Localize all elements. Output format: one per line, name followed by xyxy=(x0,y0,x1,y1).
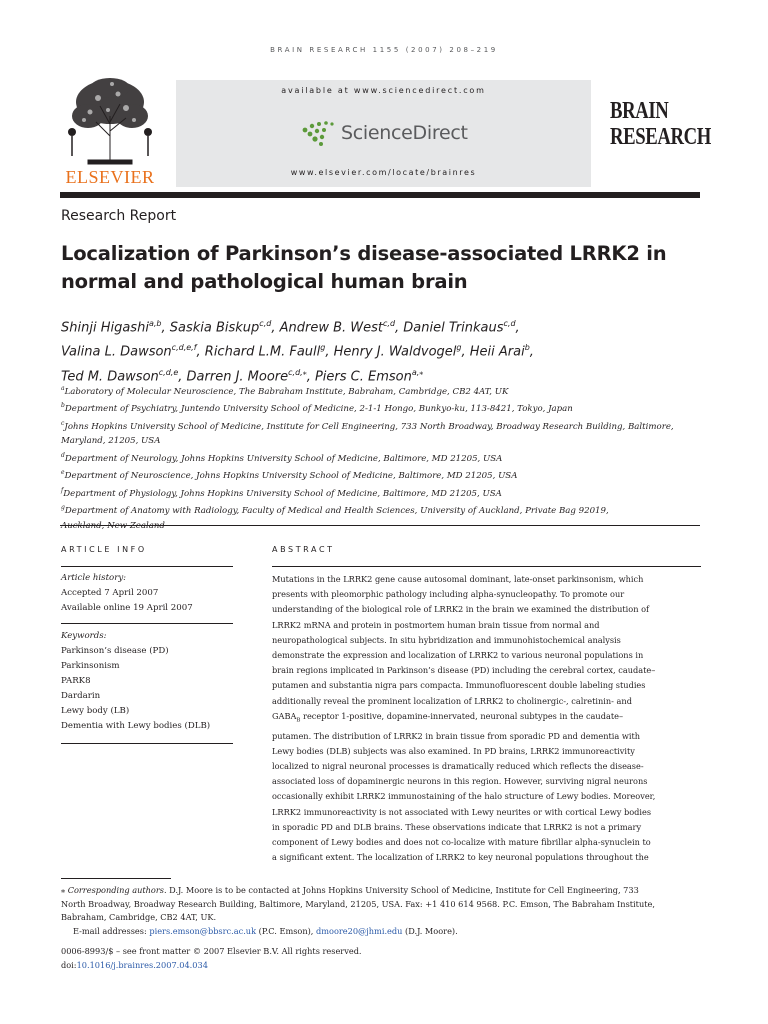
abstract-heading: ABSTRACT xyxy=(272,545,335,554)
author-name: Richard L.M. Faull xyxy=(204,344,321,360)
affiliation-text: Department of Neurology, Johns Hopkins University School of Medicine, Baltimore, MD 21205, USA xyxy=(64,453,503,464)
author-sup: c,d,e,f xyxy=(171,343,197,353)
keyword-item: PARK8 xyxy=(61,676,91,686)
header-rule xyxy=(60,192,700,198)
keywords-rule xyxy=(61,623,233,624)
footnote-rule xyxy=(61,878,171,879)
journal-title-line1: BRAIN xyxy=(610,98,669,124)
corresponding-author-footnote xyxy=(61,884,706,938)
issn-copyright: 0006-8993/$ – see front matter © 2007 Elsevier B.V. All rights reserved. xyxy=(61,946,362,956)
abstract-line: Lewy bodies (DLB) subjects was also examined. In PD brains, LRRK2 immunoreactivity xyxy=(272,745,635,756)
affiliation-mark: d xyxy=(61,451,65,459)
affiliation-mark: f xyxy=(61,486,64,494)
affiliation-item xyxy=(61,449,711,466)
affiliation-mark: a xyxy=(61,385,65,392)
abstract-line: associated loss of dopaminergic neurons in this region. However, surviving nigral neurons xyxy=(272,776,648,787)
journal-citation: BRAIN RESEARCH 1155 (2007) 208–219 xyxy=(270,46,498,54)
author-line xyxy=(61,314,701,338)
author-sup: a,b xyxy=(148,319,162,328)
sciencedirect-logo xyxy=(301,118,468,148)
abstract-text xyxy=(272,572,701,866)
author-separator: , xyxy=(325,344,334,360)
available-at-text[interactable]: available at www.sciencedirect.com xyxy=(281,86,486,95)
keywords-label: Keywords: xyxy=(61,631,107,641)
abstract-line: demonstrate the expression and localization of LRRK2 to various neuronal populations in xyxy=(272,650,644,661)
affiliation-text: Department of Anatomy with Radiology, Faculty of Medical and Health Sciences, University of Auckland, Private Bag 92019, xyxy=(64,506,609,517)
affiliation-mark: g xyxy=(61,504,65,512)
abstract-rule xyxy=(272,566,701,567)
gaba-rest-text: receptor 1-positive, dopamine-innervated, neuronal subtypes in the caudate– xyxy=(300,710,624,721)
author-sup: c,d xyxy=(383,319,396,328)
affiliation-mark: e xyxy=(61,469,65,477)
journal-title xyxy=(610,98,711,150)
affiliation-text: Department of Physiology, Johns Hopkins University School of Medicine, Baltimore, MD 21205, USA xyxy=(63,488,502,499)
author-name: Piers C. Emson xyxy=(314,368,412,384)
footnote-line: North Broadway, Broadway Research Building, Baltimore, Maryland, 21205, USA. Fax: +1 410 614 9568. P.C. Emson, The Babraham Institute, xyxy=(61,898,655,909)
author-sup: c,d,e xyxy=(158,367,179,377)
abstract-line: brain regions implicated in Parkinson’s disease (PD) including the cerebral cortex, caudate– xyxy=(272,665,656,676)
abstract-line: putamen and substantia nigra pars compacta. Immunofluorescent double labeling studies xyxy=(272,680,646,691)
affiliations xyxy=(61,382,711,533)
affiliation-continuation xyxy=(61,519,711,534)
email-label: E-mail addresses: xyxy=(73,925,150,936)
author-name: Ted M. Dawson xyxy=(61,368,159,384)
abstract-line: neuropathological subjects. In situ hybridization and immunohistochemical analysis xyxy=(272,634,621,645)
email-owner: (P.C. Emson), xyxy=(256,925,317,936)
affiliation-item xyxy=(61,466,711,483)
abstract-line: putamen. The distribution of LRRK2 in brain tissue from sporadic PD and dementia with xyxy=(272,730,641,741)
author-sup: c,d xyxy=(259,319,272,328)
sciencedirect-wordmark: ScienceDirect xyxy=(341,122,468,144)
keyword-item: Lewy body (LB) xyxy=(61,706,130,716)
gaba-text: GABA xyxy=(272,710,297,721)
footnote-line: Babraham, Cambridge, CB2 4AT, UK. xyxy=(61,912,217,922)
footnote-star: ⁎ xyxy=(61,885,66,895)
keywords-bottom-rule xyxy=(61,743,233,744)
abstract-line: a significant extent. The localization of LRRK2 to key neuronal populations throughout the xyxy=(272,852,649,863)
author-separator: , xyxy=(306,368,315,384)
author-name: Saskia Biskup xyxy=(169,320,260,336)
copyright-block xyxy=(61,944,362,972)
affiliation-text: Department of Psychiatry, Juntendo University School of Medicine, 2-1-1 Hongo, Bunkyo-ku, 113-8421, Tokyo, Japan xyxy=(64,404,573,415)
footnote-label: Corresponding authors. xyxy=(67,885,167,895)
affiliation-item xyxy=(61,484,711,501)
affiliation-mark: c xyxy=(61,419,65,427)
email-line xyxy=(61,925,706,939)
author-sup: g xyxy=(456,343,462,353)
title-line: Localization of Parkinson’s disease-associated LRRK2 in xyxy=(61,242,667,265)
available-online-date: Available online 19 April 2007 xyxy=(61,603,193,613)
abstract-line: in sporadic PD and DLB brains. These observations indicate that LRRK2 is not a primary xyxy=(272,821,642,832)
history-label: Article history: xyxy=(61,573,127,583)
abstract-line: understanding of the biological role of LRRK2 in the brain we examined the distribution of xyxy=(272,604,650,615)
journal-title-line2: RESEARCH xyxy=(610,124,711,150)
author-name: Heii Arai xyxy=(469,344,525,360)
keyword-item: Parkinson’s disease (PD) xyxy=(61,646,169,656)
author-name: Shinji Higashi xyxy=(61,320,149,336)
email-link-moore[interactable]: dmoore20@jhmi.edu xyxy=(316,925,403,936)
affiliation-item xyxy=(61,501,711,518)
affiliation-text: Johns Hopkins University School of Medicine, Institute for Cell Engineering, 733 North Broadway, Broadway Research Building, Baltimore, xyxy=(64,421,674,432)
email-owner: (D.J. Moore). xyxy=(402,925,458,936)
author-separator: , xyxy=(461,344,470,360)
keyword-item: Parkinsonism xyxy=(61,661,120,671)
article-info-heading: ARTICLE INFO xyxy=(61,545,147,554)
author-sup: c,d xyxy=(503,319,516,328)
affiliation-text: Department of Neuroscience, Johns Hopkins University School of Medicine, Baltimore, MD 21205, USA xyxy=(64,471,518,482)
author-name: Henry J. Waldvogel xyxy=(333,344,457,360)
keyword-item: Dementia with Lewy bodies (DLB) xyxy=(61,721,211,731)
author-sup: a,⁎ xyxy=(411,367,424,377)
author-separator: , xyxy=(395,320,404,336)
author-separator: , xyxy=(515,320,520,336)
keyword-item: Dardarin xyxy=(61,691,101,701)
article-info-rule xyxy=(61,566,233,567)
abstract-line: LRRK2 mRNA and protein in postmortem human brain tissue from normal and xyxy=(272,619,600,630)
accepted-date: Accepted 7 April 2007 xyxy=(61,588,159,598)
article-history xyxy=(61,571,241,616)
affiliation-mark: b xyxy=(61,402,65,410)
abstract-line: occasionally exhibit LRRK2 immunostaining of the halo structure of Lewy bodies. Moreover, xyxy=(272,791,656,802)
affiliation-text: Laboratory of Molecular Neuroscience, The Babraham Institute, Babraham, Cambridge, CB2 4AT, UK xyxy=(64,386,509,397)
abstract-line: component of Lewy bodies and does not co-localize with mature fibrillar alpha-synuclein to xyxy=(272,837,651,848)
abstract-line xyxy=(272,709,701,729)
doi-label: doi: xyxy=(61,960,77,970)
section-label: Research Report xyxy=(61,208,177,224)
affiliation-continuation: Maryland, 21205, USA xyxy=(61,436,161,447)
author-separator: , xyxy=(529,344,534,360)
doi-line xyxy=(61,958,362,972)
doi-link[interactable]: 10.1016/j.brainres.2007.04.034 xyxy=(76,960,208,970)
author-line xyxy=(61,338,701,362)
abstract-line: presents with pleomorphic pathology including alpha-synucleopathy. To promote our xyxy=(272,589,625,600)
title-line: normal and pathological human brain xyxy=(61,270,468,293)
abstract-line: Mutations in the LRRK2 gene cause autosomal dominant, late-onset parkinsonism, which xyxy=(272,574,644,584)
elsevier-tree-icon xyxy=(60,76,160,168)
author-separator: , xyxy=(161,320,170,336)
journal-url-link[interactable]: www.elsevier.com/locate/brainres xyxy=(290,168,477,177)
author-name: Darren J. Moore xyxy=(186,368,289,384)
gaba-subscript: B xyxy=(296,717,301,724)
elsevier-logo xyxy=(60,76,160,188)
abstract-line: additionally reveal the prominent localization of LRRK2 to cholinergic-, calretinin- and xyxy=(272,695,632,706)
affiliation-item xyxy=(61,382,711,399)
abstract-line: LRRK2 immunoreactivity is not associated with Lewy neurites or with cortical Lewy bodies xyxy=(272,806,652,817)
author-separator: , xyxy=(196,344,205,360)
abstract-line: localized to nigral neuronal processes is dramatically reduced which reflects the disease- xyxy=(272,761,644,772)
affiliations-divider xyxy=(60,525,700,526)
author-sup: c,d,⁎ xyxy=(288,367,307,377)
author-separator: , xyxy=(178,368,187,384)
author-list xyxy=(61,314,701,387)
affiliation-item xyxy=(61,417,711,434)
footnote-text: D.J. Moore is to be contacted at Johns Hopkins University School of Medicine, Institute for Cell Engineering, 733 xyxy=(166,885,639,895)
author-sup: b xyxy=(524,343,530,353)
author-sup: g xyxy=(320,343,326,353)
footnote-line xyxy=(61,884,706,898)
author-name: Andrew B. West xyxy=(279,320,383,336)
keywords xyxy=(61,629,241,734)
article-title xyxy=(61,240,701,296)
author-separator: , xyxy=(271,320,280,336)
sciencedirect-banner xyxy=(176,80,591,187)
sciencedirect-dots-icon xyxy=(301,118,339,148)
affiliation-item xyxy=(61,399,711,416)
elsevier-wordmark: ELSEVIER xyxy=(65,167,155,187)
author-name: Daniel Trinkaus xyxy=(403,320,504,336)
email-link-emson[interactable]: piers.emson@bbsrc.ac.uk xyxy=(149,925,257,936)
author-name: Valina L. Dawson xyxy=(61,344,172,360)
